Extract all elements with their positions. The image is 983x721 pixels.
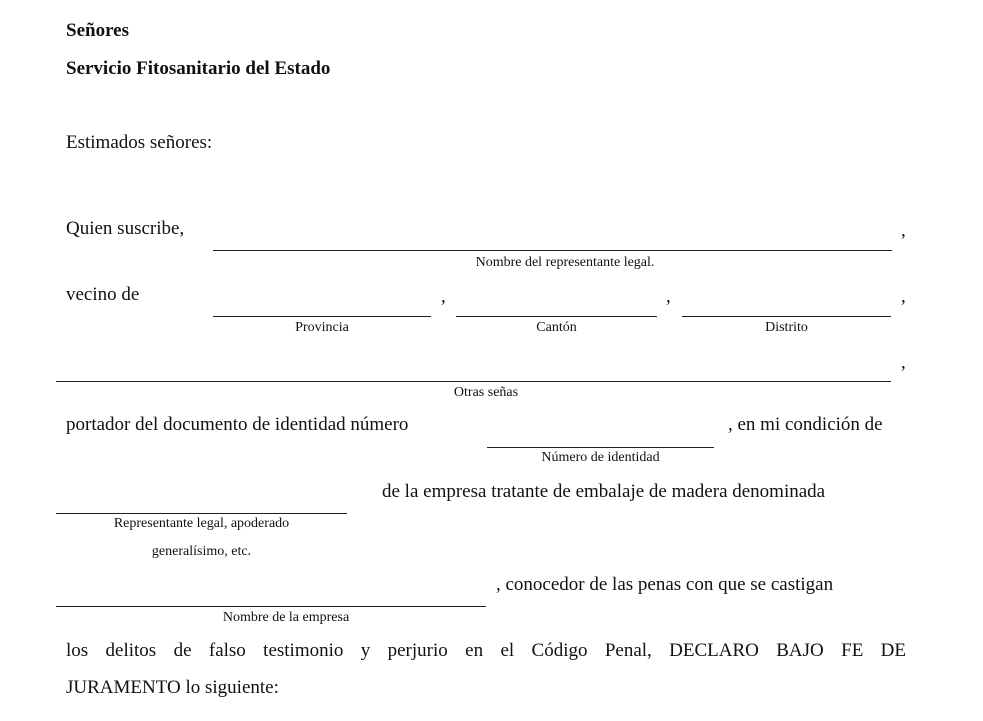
greeting: Estimados señores: (66, 132, 213, 153)
role-caption: Representante legal, apoderado (113, 516, 290, 531)
canton-field[interactable] (456, 316, 657, 317)
representative-name-caption: Nombre del representante legal. (475, 255, 655, 270)
comma: , (901, 352, 906, 373)
role-caption-continued: generalísimo, etc. (151, 544, 252, 559)
id-number-caption: Número de identidad (541, 450, 660, 465)
declaration-line-1: los delitos de falso testimonio y perjurio en el Código Penal, DECLARO BAJO FE DE (66, 640, 906, 661)
representative-name-field[interactable] (213, 250, 892, 251)
id-document-text: portador del documento de identidad número (66, 414, 409, 435)
id-number-field[interactable] (487, 447, 714, 448)
declaration-line-2: JURAMENTO lo siguiente: (66, 677, 279, 698)
recipient-title: Señores (66, 20, 129, 41)
condition-text: , en mi condición de (728, 414, 883, 435)
resident-text: vecino de (66, 284, 140, 305)
canton-caption: Cantón (536, 320, 577, 335)
role-field[interactable] (56, 513, 347, 514)
district-caption: Distrito (765, 320, 808, 335)
comma: , (901, 286, 906, 307)
other-details-caption: Otras señas (453, 385, 519, 400)
district-field[interactable] (682, 316, 891, 317)
province-caption: Provincia (295, 320, 349, 335)
comma: , (441, 286, 446, 307)
comma: , (666, 286, 671, 307)
other-details-field[interactable] (56, 381, 891, 382)
company-name-caption: Nombre de la empresa (222, 610, 350, 625)
company-name-field[interactable] (56, 606, 486, 607)
comma: , (901, 220, 906, 241)
province-field[interactable] (213, 316, 431, 317)
recipient-organization: Servicio Fitosanitario del Estado (66, 58, 331, 79)
penalty-text: , conocedor de las penas con que se castigan (496, 574, 834, 595)
company-type-text: de la empresa tratante de embalaje de madera denominada (382, 481, 826, 502)
intro-text: Quien suscribe, (66, 218, 185, 239)
